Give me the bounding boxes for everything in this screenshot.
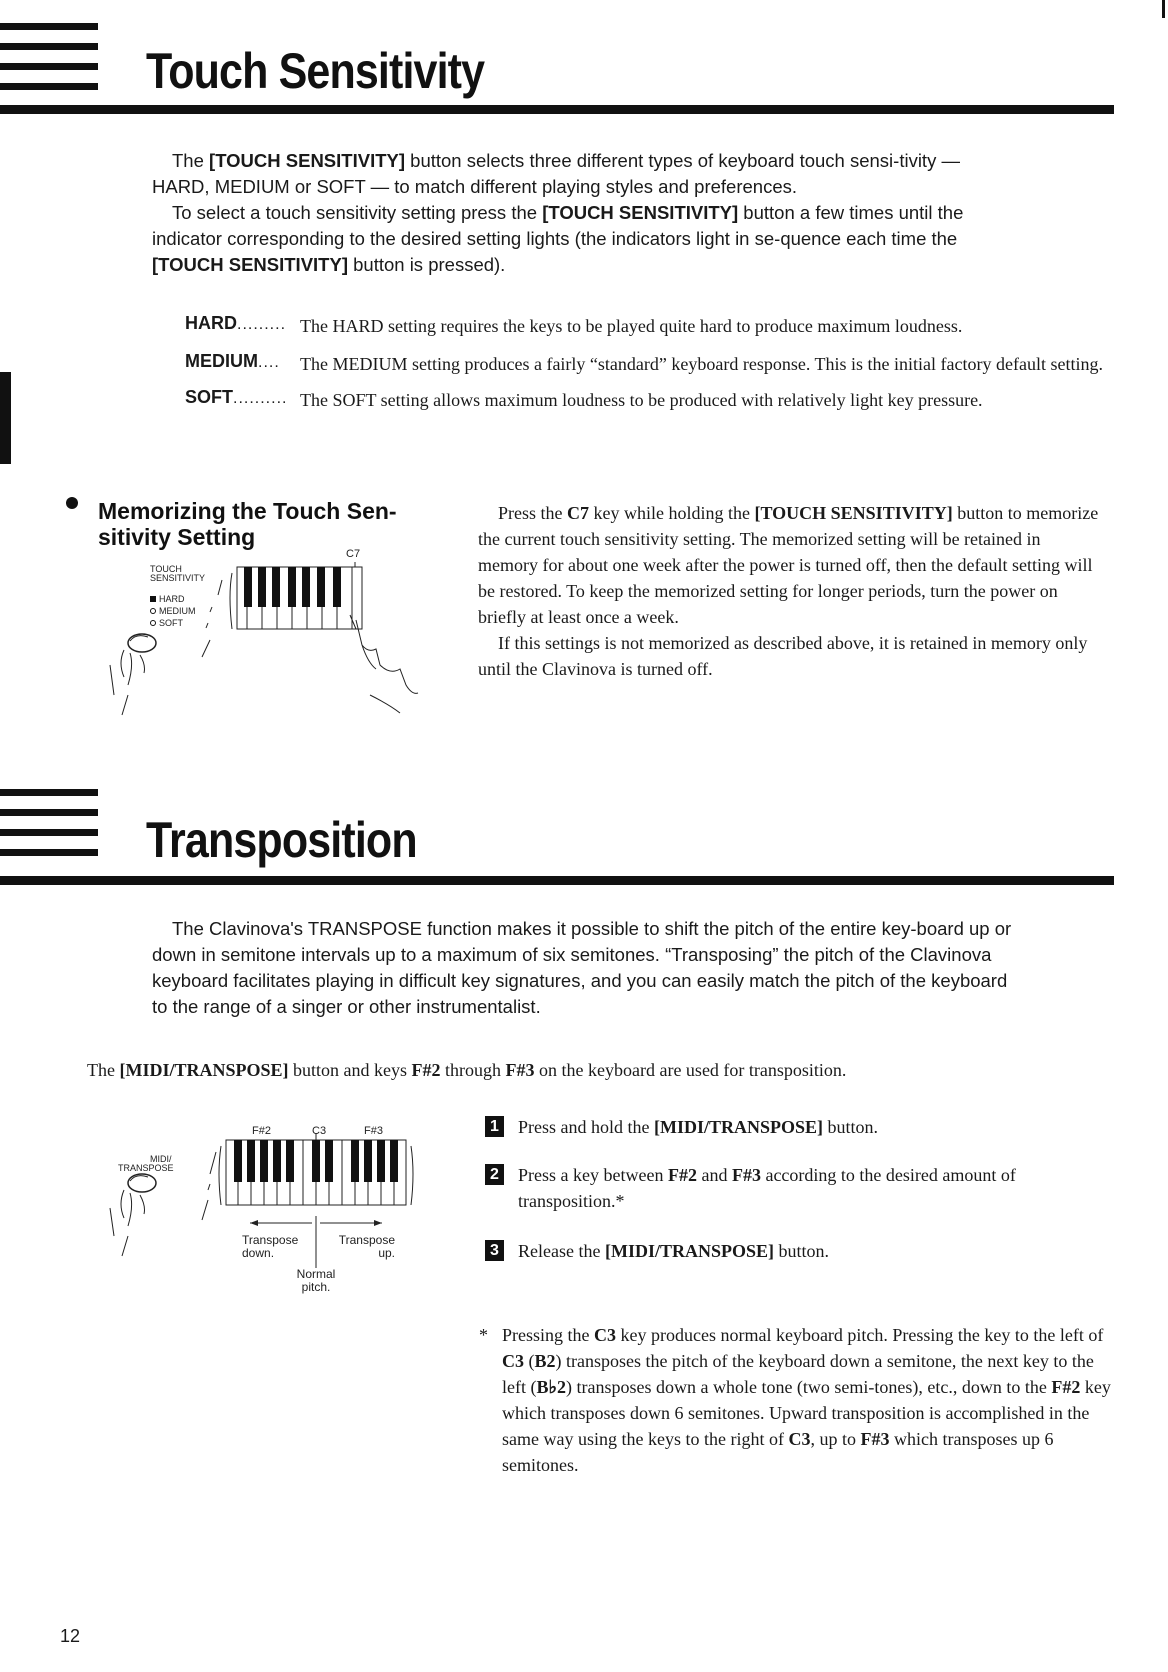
transpose-up-label: Transpose up. [338, 1233, 395, 1260]
setting-soft [185, 387, 1115, 413]
keyboard-section [237, 567, 362, 629]
setting-desc: The HARD setting requires the keys to be played quite hard to produce maximum loudness. [300, 316, 963, 336]
transpose-diagram [100, 1118, 440, 1303]
leader-dots: .... [258, 354, 280, 371]
setting-desc: The MEDIUM setting produces a fairly “standard” keyboard response. This is the initial factory default setting. [300, 354, 1103, 374]
leader-dots: .......... [233, 390, 288, 407]
section-title-touch: Touch Sensitivity [146, 43, 485, 99]
memo-heading: Memorizing the Touch Sen-sitivity Setting [98, 498, 397, 550]
page-number: 12 [60, 1626, 81, 1646]
panel-label-line1: MIDI/ [150, 1154, 172, 1164]
footnote-star: * [479, 1325, 488, 1345]
bullet-dot [66, 497, 78, 509]
touch-intro-p1: The [TOUCH SENSITIVITY] button selects three different types of keyboard touch sensi-tivity — HARD, MEDIUM or SOFT — to match different playing styles and preferences. [152, 150, 960, 197]
step-2: 2 Press a key between F#2 and F#3 according to the desired amount of transposition.* [485, 1162, 1105, 1214]
transpose-keys-line: The [MIDI/TRANSPOSE] button and keys F#2 through F#3 on the keyboard are used for transposition. [87, 1060, 847, 1080]
touch-intro [152, 148, 982, 278]
step-number-badge: 3 [485, 1240, 504, 1261]
section-rule [0, 876, 1114, 885]
memo-p1: Press the C7 key while holding the [TOUCH SENSITIVITY] button to memorize the current touch sensitivity setting. The memorized setting will be retained in memory for about one week after the power is turned off, then the default setting will be restored. To keep the memorized setting for longer periods, turn the power on briefly at least once a week. [478, 503, 1099, 627]
section-title-transpose: Transposition [146, 812, 417, 868]
setting-term: MEDIUM [185, 351, 258, 371]
transpose-intro: The Clavinova's TRANSPOSE function makes it possible to shift the pitch of the entire key-board up or down in semitone intervals up to a maximum of six semitones. “Transposing” the pitch of the Clavinova keyboard facilitates playing in difficult key signatures, and you can easily match the pitch of the keyboard to the range of a singer or other instrumentalist. [152, 918, 1012, 1017]
touch-settings-list [185, 313, 1115, 413]
leader-dots: ......... [237, 316, 287, 333]
touch-intro-p2: To select a touch sensitivity setting press the [TOUCH SENSITIVITY] button a few times until the indicator corresponding to the desired setting lights (the indicators light in se-quence each time the [TOUCH SENSITIVITY] button is pressed). [152, 202, 964, 275]
key-label-f2: F#2 [252, 1125, 271, 1137]
touch-diagram [100, 545, 480, 725]
setting-medium [185, 351, 1115, 377]
key-label-c3: C3 [312, 1125, 327, 1137]
indicator-hard: HARD [150, 594, 185, 604]
transpose-steps [485, 1114, 1105, 1264]
corner-mark [1162, 0, 1165, 18]
normal-pitch-label: Normal pitch. [296, 1267, 336, 1294]
transpose-diagram-art [100, 1118, 440, 1303]
side-tab [0, 372, 11, 464]
setting-term: SOFT [185, 387, 233, 407]
section-rule [0, 105, 1114, 114]
panel-label-line2: TRANSPOSE [118, 1163, 174, 1173]
memo-p2: If this settings is not memorized as described above, it is retained in memory only until the Clavinova is turned off. [478, 633, 1088, 679]
panel-label-line1: TOUCH [150, 564, 182, 574]
footnote-text: Pressing the C3 key produces normal keyboard pitch. Pressing the key to the left of C3 (B2) transposes the pitch of the keyboard down a semitone, the next key to the left (B♭2) transposes down a whole tone (two semi-tones), etc., down to the F#2 key which transposes down 6 semitones. Upward transposition is accomplished in the same way using the keys to the right of C3, up to F#3 which transposes up 6 semitones. [502, 1325, 1111, 1475]
indicator-medium: MEDIUM [150, 606, 196, 616]
key-label-c7: C7 [346, 548, 361, 560]
step-number-badge: 1 [485, 1116, 504, 1137]
setting-desc: The SOFT setting allows maximum loudness to be produced with relatively light key pressure. [300, 390, 983, 410]
setting-hard [185, 313, 1115, 339]
touch-diagram-art [100, 545, 480, 725]
step-number-badge: 2 [485, 1164, 504, 1185]
indicator-soft: SOFT [150, 618, 183, 628]
setting-term: HARD [185, 313, 237, 333]
step-3: 3 Release the [MIDI/TRANSPOSE] button. [485, 1238, 1105, 1264]
key-label-f3: F#3 [364, 1125, 383, 1137]
memo-text [478, 500, 1103, 682]
panel-label-line2: SENSITIVITY [150, 573, 206, 583]
step-1: 1 Press and hold the [MIDI/TRANSPOSE] button. [485, 1114, 1105, 1140]
transpose-down-label: Transpose down. [242, 1233, 299, 1260]
